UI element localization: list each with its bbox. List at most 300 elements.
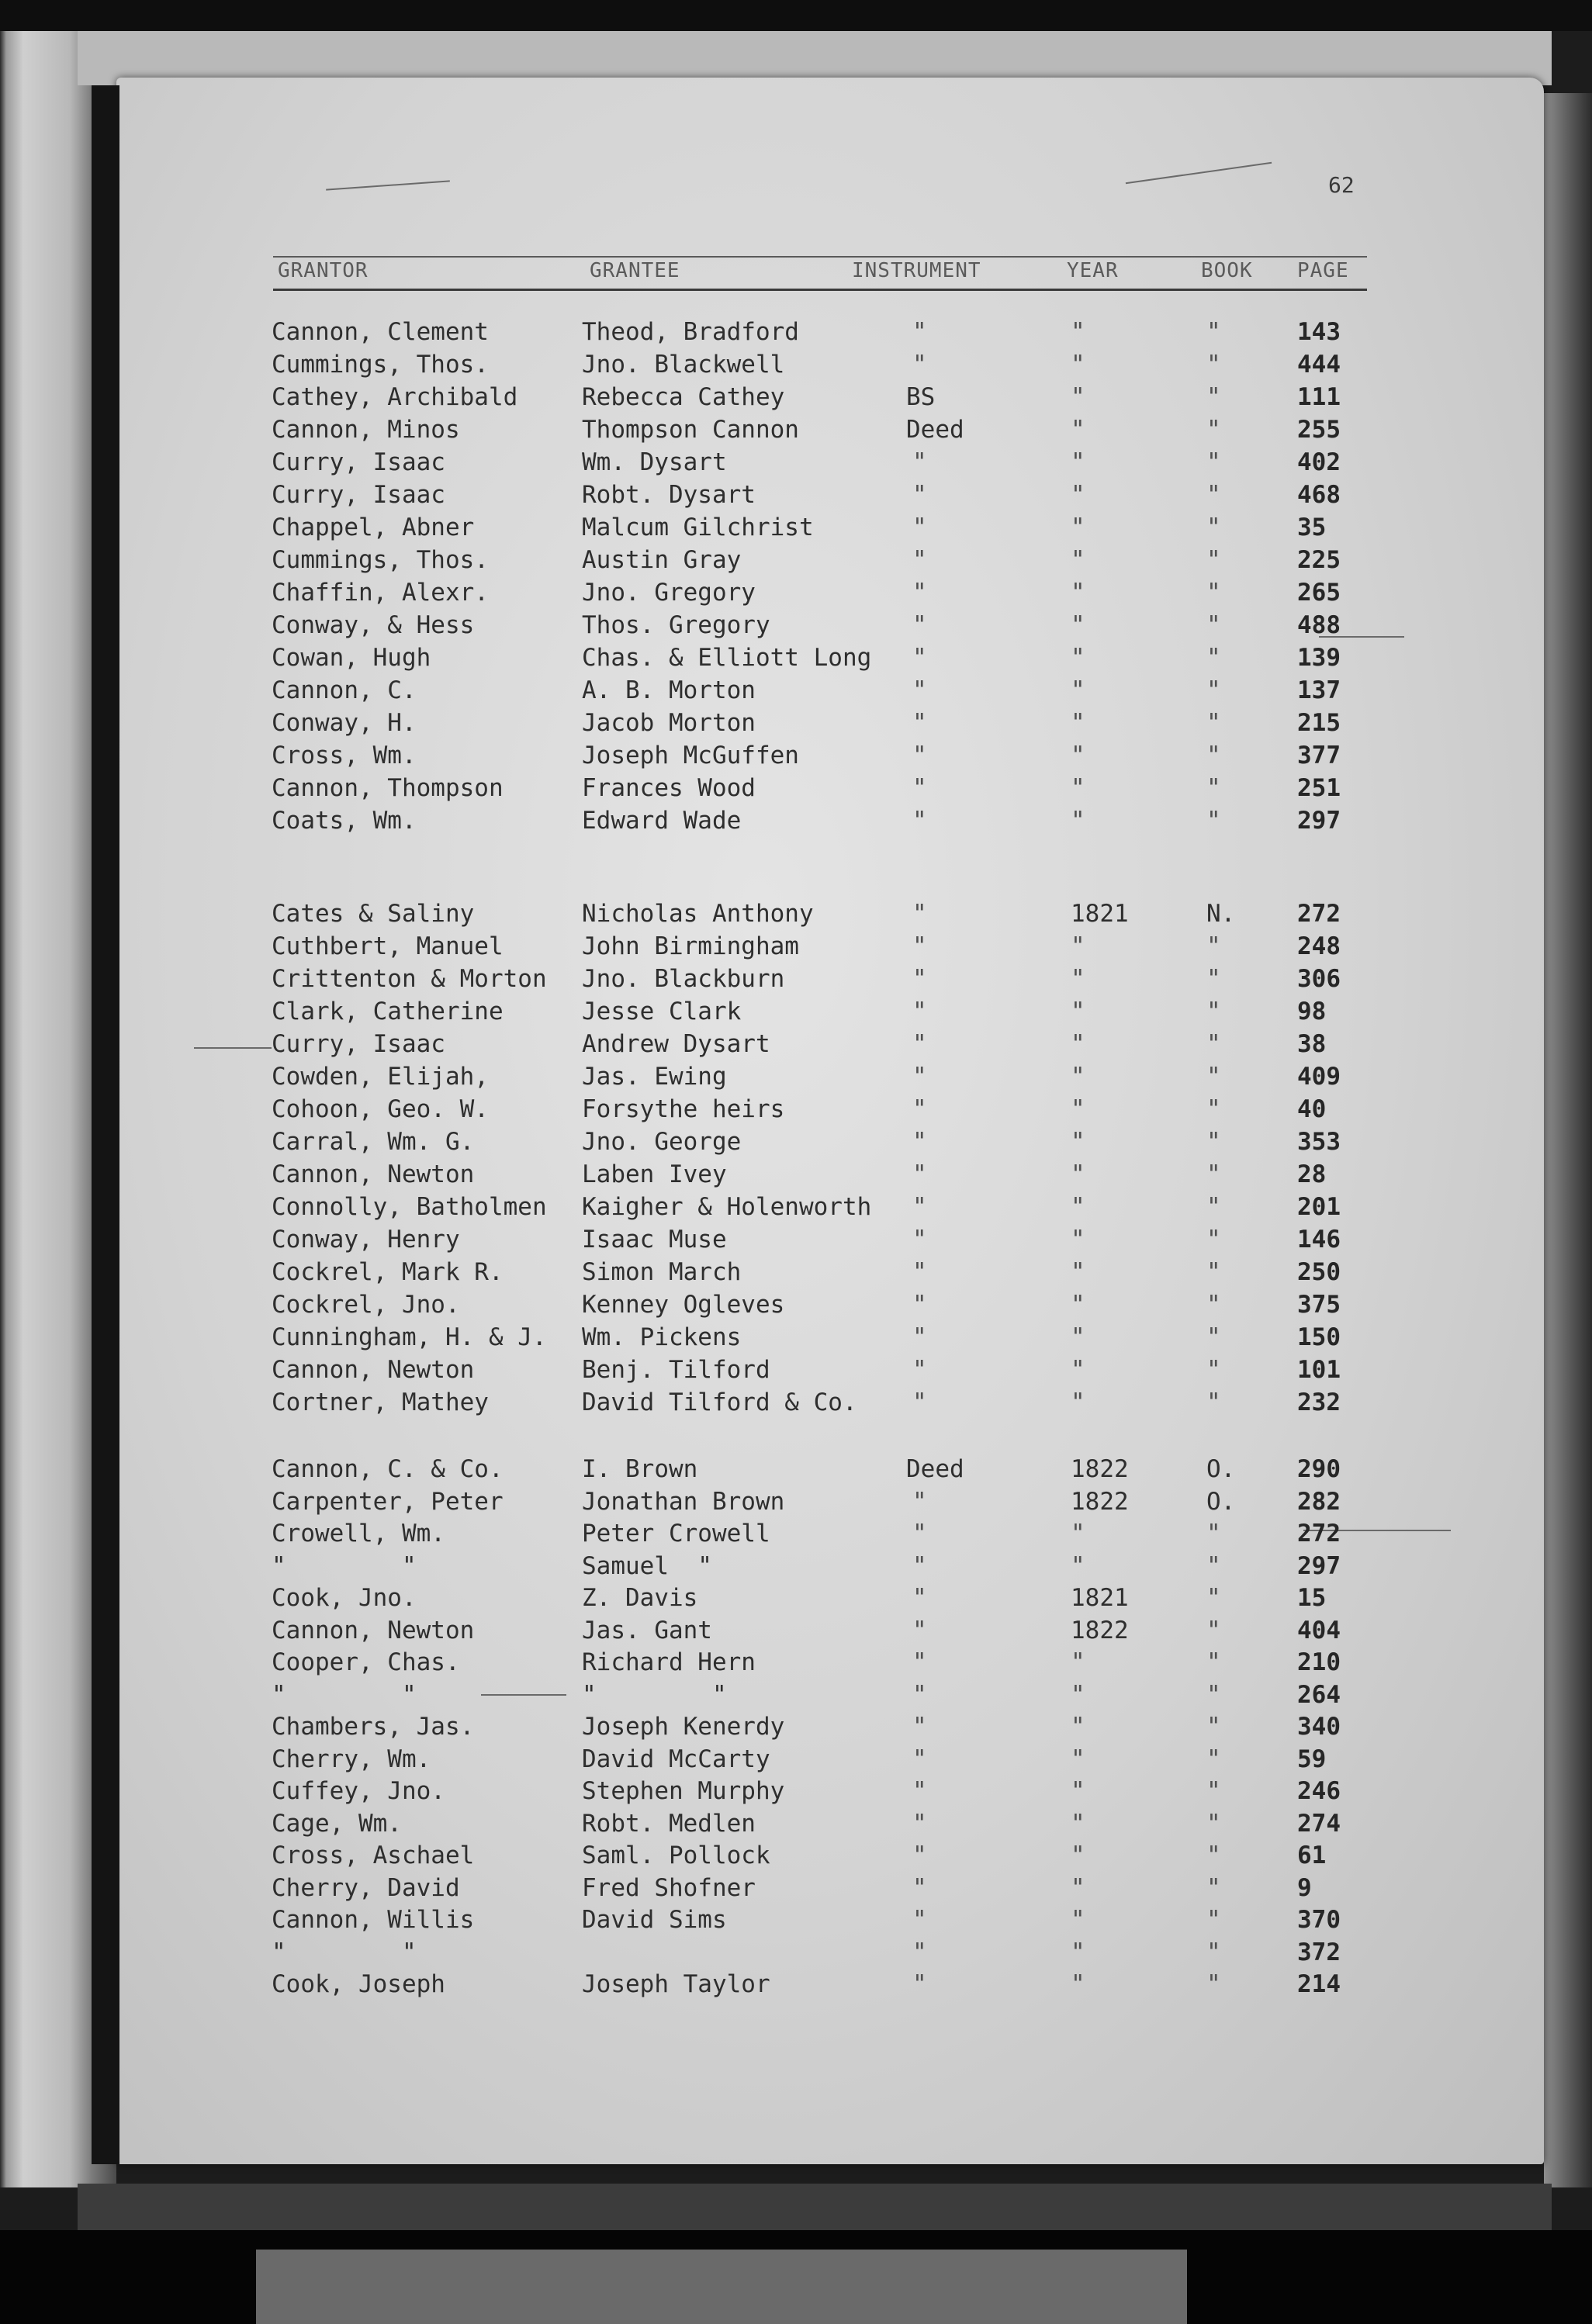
page-cell: 306: [1297, 965, 1341, 993]
page-cell: 372: [1297, 1938, 1341, 1966]
grantor-cell: Cowden, Elijah,: [272, 1063, 489, 1091]
ledger-row: [0, 1030, 1396, 1063]
year-cell: ": [1071, 1745, 1085, 1773]
grantor-cell: Curry, Isaac: [272, 481, 445, 509]
instrument-cell: ": [912, 1389, 927, 1416]
instrument-cell: Deed: [906, 1455, 964, 1483]
instrument-cell: ": [912, 709, 927, 737]
grantor-cell: Curry, Isaac: [272, 448, 445, 476]
book-cell: ": [1206, 1680, 1221, 1709]
book-cell: ": [1206, 1095, 1221, 1123]
year-cell: ": [1071, 1258, 1085, 1286]
page-cell: 370: [1297, 1906, 1341, 1934]
year-cell: ": [1071, 742, 1085, 769]
book-cell: ": [1206, 1551, 1221, 1580]
year-cell: ": [1071, 998, 1085, 1025]
scan-border-base-light: [256, 2250, 1187, 2324]
page-cell: 409: [1297, 1063, 1341, 1091]
grantor-cell: Cannon, Willis: [272, 1906, 475, 1934]
year-cell: ": [1071, 1356, 1085, 1384]
page-cell: 488: [1297, 611, 1341, 639]
ledger-row: [0, 1193, 1396, 1226]
instrument-cell: ": [912, 1520, 927, 1548]
book-cell: ": [1206, 676, 1221, 704]
grantor-cell: Cannon, Newton: [272, 1356, 475, 1384]
page-cell: 377: [1297, 742, 1341, 769]
page-cell: 468: [1297, 481, 1341, 509]
ledger-row: [0, 676, 1396, 709]
instrument-cell: ": [912, 1128, 927, 1156]
book-cell: ": [1206, 1873, 1221, 1902]
grantee-cell: Samuel ": [582, 1551, 712, 1580]
grantor-cell: Carral, Wm. G.: [272, 1128, 475, 1156]
grantee-cell: Malcum Gilchrist: [582, 514, 814, 541]
ledger-row: [0, 774, 1396, 807]
grantee-cell: Richard Hern: [582, 1648, 756, 1676]
page-cell: 225: [1297, 546, 1341, 574]
instrument-cell: ": [912, 1745, 927, 1773]
page-cell: 146: [1297, 1226, 1341, 1254]
year-cell: 1822: [1071, 1455, 1129, 1483]
page-cell: 59: [1297, 1745, 1327, 1773]
grantor-cell: Carpenter, Peter: [272, 1487, 504, 1516]
instrument-cell: ": [912, 676, 927, 704]
grantor-cell: Cage, Wm.: [272, 1809, 402, 1838]
ledger-row: [0, 514, 1396, 546]
grantee-cell: Robt. Dysart: [582, 481, 756, 509]
ledger-row: [0, 1520, 1396, 1552]
grantee-cell: Joseph Taylor: [582, 1970, 770, 1998]
grantor-cell: Cohoon, Geo. W.: [272, 1095, 489, 1123]
year-cell: ": [1071, 1970, 1085, 1998]
year-cell: ": [1071, 1873, 1085, 1902]
book-cell: ": [1206, 644, 1221, 672]
instrument-cell: ": [912, 1323, 927, 1351]
grantee-cell: Joseph McGuffen: [582, 742, 799, 769]
grantee-cell: Theod, Bradford: [582, 318, 799, 346]
page-cell: 214: [1297, 1970, 1341, 1998]
instrument-cell: ": [912, 1487, 927, 1516]
grantor-cell: Cooper, Chas.: [272, 1648, 460, 1676]
year-cell: ": [1071, 932, 1085, 960]
page-cell: 201: [1297, 1193, 1341, 1221]
grantee-cell: I. Brown: [582, 1455, 698, 1483]
page-cell: 255: [1297, 416, 1341, 444]
instrument-cell: ": [912, 742, 927, 769]
grantor-cell: Cortner, Mathey: [272, 1389, 489, 1416]
book-cell: ": [1206, 1389, 1221, 1416]
header-instrument: INSTRUMENT: [852, 259, 981, 282]
instrument-cell: ": [912, 1648, 927, 1676]
grantee-cell: Austin Gray: [582, 546, 742, 574]
instrument-cell: ": [912, 1551, 927, 1580]
instrument-cell: ": [912, 579, 927, 607]
instrument-cell: ": [912, 1970, 927, 1998]
book-cell: ": [1206, 1906, 1221, 1934]
year-cell: ": [1071, 383, 1085, 411]
page-cell: 248: [1297, 932, 1341, 960]
book-cell: ": [1206, 416, 1221, 444]
grantor-cell: Cross, Aschael: [272, 1842, 475, 1869]
page-cell: 210: [1297, 1648, 1341, 1676]
instrument-cell: ": [912, 1616, 927, 1644]
book-cell: ": [1206, 1160, 1221, 1188]
page-cell: 35: [1297, 514, 1327, 541]
book-cell: ": [1206, 1584, 1221, 1612]
year-cell: ": [1071, 1063, 1085, 1091]
ledger-row: [0, 1063, 1396, 1095]
grantor-cell: Cannon, Thompson: [272, 774, 504, 802]
grantor-cell: Conway, Henry: [272, 1226, 460, 1254]
grantee-cell: John Birmingham: [582, 932, 799, 960]
ledger-row: [0, 1552, 1396, 1585]
page-cell: 290: [1297, 1455, 1341, 1483]
header-book: BOOK: [1201, 259, 1253, 282]
page-cell: 265: [1297, 579, 1341, 607]
page-cell: 101: [1297, 1356, 1341, 1384]
grantee-cell: Jacob Morton: [582, 709, 756, 737]
ledger-row: [0, 900, 1396, 932]
year-cell: ": [1071, 1520, 1085, 1548]
instrument-cell: Deed: [906, 416, 964, 444]
grantor-cell: Cannon, Minos: [272, 416, 460, 444]
instrument-cell: ": [912, 1584, 927, 1612]
grantee-cell: Laben Ivey: [582, 1160, 727, 1188]
book-cell: ": [1206, 383, 1221, 411]
year-cell: ": [1071, 1226, 1085, 1254]
year-cell: ": [1071, 1030, 1085, 1058]
ledger-row: [0, 1713, 1396, 1745]
ledger-row: [0, 1258, 1396, 1291]
ledger-row: [0, 1745, 1396, 1778]
instrument-cell: ": [912, 1258, 927, 1286]
grantor-cell: Curry, Isaac: [272, 1030, 445, 1058]
instrument-cell: ": [912, 448, 927, 476]
grantee-cell: Chas. & Elliott Long: [582, 644, 872, 672]
header-grantor: GRANTOR: [278, 259, 369, 282]
instrument-cell: ": [912, 1193, 927, 1221]
page-cell: 9: [1297, 1873, 1312, 1902]
page-cell: 232: [1297, 1389, 1341, 1416]
ledger-row: [0, 351, 1396, 383]
grantee-cell: Isaac Muse: [582, 1226, 727, 1254]
ledger-row: [0, 579, 1396, 611]
page-cell: 297: [1297, 807, 1341, 835]
book-cell: ": [1206, 807, 1221, 835]
year-cell: ": [1071, 514, 1085, 541]
grantee-cell: Frances Wood: [582, 774, 756, 802]
ledger-row: [0, 644, 1396, 676]
ledger-row: [0, 448, 1396, 481]
grantee-cell: Thompson Cannon: [582, 416, 799, 444]
page-cell: 137: [1297, 676, 1341, 704]
year-cell: ": [1071, 611, 1085, 639]
instrument-cell: ": [912, 1030, 927, 1058]
grantee-cell: Robt. Medlen: [582, 1809, 756, 1838]
book-cell: ": [1206, 1030, 1221, 1058]
year-cell: ": [1071, 416, 1085, 444]
instrument-cell: ": [912, 611, 927, 639]
page-cell: 340: [1297, 1713, 1341, 1741]
ledger-row: [0, 1160, 1396, 1193]
header-page: PAGE: [1297, 259, 1349, 282]
book-cell: ": [1206, 318, 1221, 346]
grantor-cell: Clark, Catherine: [272, 998, 504, 1025]
book-cell: O.: [1206, 1455, 1236, 1483]
instrument-cell: ": [912, 351, 927, 379]
grantor-cell: Cherry, Wm.: [272, 1745, 431, 1773]
ledger-row: [0, 1584, 1396, 1617]
grantee-cell: Forsythe heirs: [582, 1095, 785, 1123]
ledger-row: [0, 1842, 1396, 1874]
year-cell: ": [1071, 1680, 1085, 1709]
book-cell: ": [1206, 546, 1221, 574]
instrument-cell: ": [912, 774, 927, 802]
grantee-cell: " ": [582, 1680, 727, 1709]
page-cell: 444: [1297, 351, 1341, 379]
year-cell: 1821: [1071, 900, 1129, 928]
ledger-row: [0, 1681, 1396, 1714]
page-number: 62: [1328, 172, 1355, 198]
year-cell: ": [1071, 1160, 1085, 1188]
grantee-cell: Joseph Kenerdy: [582, 1713, 785, 1741]
grantor-cell: " ": [272, 1680, 417, 1709]
book-cell: ": [1206, 1128, 1221, 1156]
instrument-cell: ": [912, 932, 927, 960]
book-cell: ": [1206, 1777, 1221, 1805]
instrument-cell: ": [912, 1095, 927, 1123]
grantor-cell: Cunningham, H. & J.: [272, 1323, 547, 1351]
grantor-cell: Conway, & Hess: [272, 611, 475, 639]
grantor-cell: Conway, H.: [272, 709, 417, 737]
instrument-cell: ": [912, 1063, 927, 1091]
ledger-row: [0, 1291, 1396, 1323]
instrument-cell: ": [912, 1291, 927, 1319]
grantor-cell: Cuffey, Jno.: [272, 1777, 445, 1805]
instrument-cell: ": [912, 1873, 927, 1902]
page-cell: 250: [1297, 1258, 1341, 1286]
book-cell: ": [1206, 514, 1221, 541]
scan-border-bottom: [78, 2184, 1552, 2230]
page-cell: 143: [1297, 318, 1341, 346]
grantor-cell: Cannon, Clement: [272, 318, 489, 346]
header-grantee: GRANTEE: [590, 259, 680, 282]
book-cell: ": [1206, 1713, 1221, 1741]
grantee-cell: Jas. Ewing: [582, 1063, 727, 1091]
instrument-cell: ": [912, 1226, 927, 1254]
grantee-cell: Wm. Pickens: [582, 1323, 742, 1351]
year-cell: ": [1071, 1713, 1085, 1741]
grantor-cell: Cowan, Hugh: [272, 644, 431, 672]
ledger-row: [0, 383, 1396, 416]
page-cell: 272: [1297, 900, 1341, 928]
page-cell: 282: [1297, 1487, 1341, 1516]
grantee-cell: Wm. Dysart: [582, 448, 727, 476]
ledger-row: [0, 1128, 1396, 1160]
page-cell: 38: [1297, 1030, 1327, 1058]
grantor-cell: Cannon, C. & Co.: [272, 1455, 504, 1483]
grantee-cell: Jno. George: [582, 1128, 742, 1156]
grantor-cell: Chambers, Jas.: [272, 1713, 475, 1741]
year-cell: ": [1071, 676, 1085, 704]
grantee-cell: Jonathan Brown: [582, 1487, 785, 1516]
instrument-cell: ": [912, 1906, 927, 1934]
book-cell: ": [1206, 1193, 1221, 1221]
grantee-cell: Simon March: [582, 1258, 742, 1286]
ledger-row: [0, 1455, 1396, 1488]
instrument-cell: ": [912, 1713, 927, 1741]
page-cell: 272: [1297, 1520, 1341, 1548]
grantee-cell: David Sims: [582, 1906, 727, 1934]
grantor-cell: Cuthbert, Manuel: [272, 932, 504, 960]
ledger-row: [0, 481, 1396, 514]
page-cell: 28: [1297, 1160, 1327, 1188]
grantor-cell: Crowell, Wm.: [272, 1520, 445, 1548]
grantor-cell: Coats, Wm.: [272, 807, 417, 835]
book-cell: ": [1206, 1291, 1221, 1319]
year-cell: ": [1071, 448, 1085, 476]
page-cell: 246: [1297, 1777, 1341, 1805]
grantee-cell: Saml. Pollock: [582, 1842, 770, 1869]
ledger-row: [0, 965, 1396, 998]
book-cell: ": [1206, 709, 1221, 737]
grantor-cell: Cannon, Newton: [272, 1160, 475, 1188]
page-cell: 150: [1297, 1323, 1341, 1351]
instrument-cell: ": [912, 546, 927, 574]
book-cell: ": [1206, 774, 1221, 802]
header-rule: [273, 289, 1367, 291]
ledger-row: [0, 1810, 1396, 1842]
page-cell: 40: [1297, 1095, 1327, 1123]
grantor-cell: Chappel, Abner: [272, 514, 475, 541]
ledger-row: [0, 1488, 1396, 1520]
ledger-row: [0, 998, 1396, 1030]
book-cell: ": [1206, 932, 1221, 960]
book-cell: ": [1206, 1745, 1221, 1773]
year-cell: ": [1071, 318, 1085, 346]
page-cell: 264: [1297, 1680, 1341, 1709]
ledger-row: [0, 1323, 1396, 1356]
page-cell: 297: [1297, 1551, 1341, 1580]
year-cell: ": [1071, 1323, 1085, 1351]
ledger-row: [0, 611, 1396, 644]
grantor-cell: Cannon, C.: [272, 676, 417, 704]
page-cell: 111: [1297, 383, 1341, 411]
grantee-cell: A. B. Morton: [582, 676, 756, 704]
book-cell: ": [1206, 579, 1221, 607]
ledger-row: [0, 1938, 1396, 1971]
book-cell: ": [1206, 1520, 1221, 1548]
year-cell: ": [1071, 965, 1085, 993]
year-cell: ": [1071, 1842, 1085, 1869]
grantor-cell: Cannon, Newton: [272, 1616, 475, 1644]
year-cell: ": [1071, 1128, 1085, 1156]
ledger-row: [0, 1226, 1396, 1258]
ledger-row: [0, 1970, 1396, 2003]
instrument-cell: BS: [906, 383, 936, 411]
book-cell: ": [1206, 1648, 1221, 1676]
instrument-cell: ": [912, 644, 927, 672]
ledger-row: [0, 807, 1396, 839]
year-cell: ": [1071, 1906, 1085, 1934]
year-cell: ": [1071, 709, 1085, 737]
ledger-row: [0, 1617, 1396, 1649]
page-cell: 251: [1297, 774, 1341, 802]
grantor-cell: Cockrel, Jno.: [272, 1291, 460, 1319]
year-cell: ": [1071, 546, 1085, 574]
ledger-row: [0, 1648, 1396, 1681]
grantee-cell: Fred Shofner: [582, 1873, 756, 1902]
instrument-cell: ": [912, 965, 927, 993]
book-cell: ": [1206, 998, 1221, 1025]
year-cell: ": [1071, 481, 1085, 509]
book-cell: ": [1206, 1842, 1221, 1869]
header-rule-top: [273, 256, 1367, 258]
grantor-cell: Cates & Saliny: [272, 900, 475, 928]
grantor-cell: Cummings, Thos.: [272, 546, 489, 574]
grantee-cell: Z. Davis: [582, 1584, 698, 1612]
instrument-cell: ": [912, 1356, 927, 1384]
ledger-row: [0, 1095, 1396, 1128]
year-cell: ": [1071, 774, 1085, 802]
grantee-cell: Jas. Gant: [582, 1616, 712, 1644]
grantee-cell: Jno. Gregory: [582, 579, 756, 607]
grantor-cell: Cockrel, Mark R.: [272, 1258, 504, 1286]
page-cell: 98: [1297, 998, 1327, 1025]
grantor-cell: Cummings, Thos.: [272, 351, 489, 379]
page-cell: 353: [1297, 1128, 1341, 1156]
instrument-cell: ": [912, 481, 927, 509]
grantor-cell: " ": [272, 1551, 417, 1580]
year-cell: ": [1071, 807, 1085, 835]
page-cell: 215: [1297, 709, 1341, 737]
year-cell: ": [1071, 1095, 1085, 1123]
instrument-cell: ": [912, 1777, 927, 1805]
book-cell: ": [1206, 1356, 1221, 1384]
book-cell: ": [1206, 1809, 1221, 1838]
grantor-cell: " ": [272, 1938, 417, 1966]
book-cell: ": [1206, 742, 1221, 769]
book-cell: ": [1206, 1938, 1221, 1966]
grantor-cell: Cherry, David: [272, 1873, 460, 1902]
grantee-cell: Jno. Blackwell: [582, 351, 785, 379]
year-cell: ": [1071, 351, 1085, 379]
grantor-cell: Chaffin, Alexr.: [272, 579, 489, 607]
scan-border-right: [1544, 93, 1592, 2187]
ledger-row: [0, 932, 1396, 965]
year-cell: 1822: [1071, 1487, 1129, 1516]
book-cell: ": [1206, 1226, 1221, 1254]
ledger-row: [0, 742, 1396, 774]
ledger-row: [0, 1777, 1396, 1810]
page-cell: 402: [1297, 448, 1341, 476]
ledger-row: [0, 416, 1396, 448]
instrument-cell: ": [912, 1809, 927, 1838]
page-cell: 404: [1297, 1616, 1341, 1644]
ledger-row: [0, 1906, 1396, 1938]
ledger-row: [0, 1874, 1396, 1907]
grantee-cell: Kenney Ogleves: [582, 1291, 785, 1319]
grantee-cell: Edward Wade: [582, 807, 742, 835]
ledger-row: [0, 318, 1396, 351]
book-cell: ": [1206, 965, 1221, 993]
year-cell: ": [1071, 1777, 1085, 1805]
grantee-cell: Jno. Blackburn: [582, 965, 785, 993]
instrument-cell: ": [912, 1160, 927, 1188]
page-cell: 274: [1297, 1809, 1341, 1838]
grantee-cell: David Tilford & Co.: [582, 1389, 857, 1416]
book-cell: ": [1206, 448, 1221, 476]
